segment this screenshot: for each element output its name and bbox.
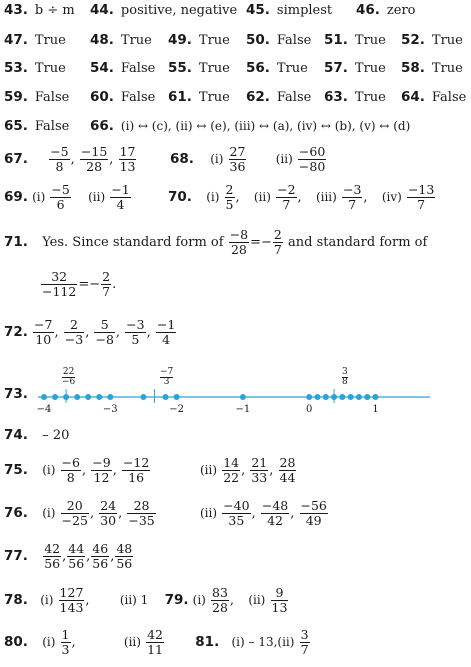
answer-text: True (431, 33, 463, 48)
answer-text: True (354, 33, 386, 48)
question-number: 48. (90, 32, 114, 48)
answer-text: True (34, 61, 66, 76)
answer-text: False (120, 90, 156, 105)
fraction: $\frac{20}{-25}$ (61, 498, 88, 528)
question-number: 81. (195, 634, 220, 650)
question-number: 58. (401, 60, 425, 76)
question-number: 61. (168, 89, 192, 105)
number-line-dot (240, 394, 246, 400)
number-line-dot (306, 394, 312, 400)
answer-text: and standard form of (288, 235, 428, 250)
part-label: (i) (40, 593, 54, 607)
question-number: 49. (168, 32, 192, 48)
question-number: 50. (246, 32, 270, 48)
question-number: 43. (4, 2, 28, 18)
part-label: (i) (192, 593, 206, 607)
answer-text: (i) ↔ (c), (ii) ↔ (e), (iii) ↔ (a), (iv) ↔ (b), (v) ↔ (d) (120, 119, 411, 133)
answer-item (4, 32, 66, 48)
question-number: 47. (4, 32, 28, 48)
question-number: 44. (90, 2, 114, 18)
question-number: 59. (4, 89, 28, 105)
fraction: $\frac{-40}{35}$ (223, 498, 250, 528)
number-line-dot (174, 394, 180, 400)
answer-item (246, 60, 308, 76)
fraction: $\frac{-5}{6}$ (51, 182, 70, 212)
fraction-list: $\frac{14}{22}$ , $\frac{21}{33}$ , $\frac{28}{44}$ (223, 455, 296, 485)
part-label: (i) (42, 635, 56, 649)
question-number: 52. (401, 32, 425, 48)
fraction-label-3-over-8: $\frac{3}{8}$ (342, 367, 348, 387)
fraction: $\frac{17}{13}$ (119, 144, 136, 174)
fraction: $\frac{-9}{12}$ (92, 455, 111, 485)
fraction: $\frac{-13}{7}$ (407, 182, 435, 212)
answer-item (356, 2, 416, 18)
fraction: $\frac{2}{-3}$ (64, 317, 84, 347)
number-line (0, 385, 471, 415)
answer-item (324, 89, 386, 105)
fraction: $\frac{5}{-8}$ (95, 317, 114, 347)
answer-text: True (120, 33, 152, 48)
fraction: $\frac{27}{36}$ (229, 144, 246, 174)
number-line-dot (364, 394, 370, 400)
answer-75 (4, 456, 151, 485)
answer-item (168, 60, 230, 76)
question-number: 77. (4, 548, 28, 564)
number-line-tick-label: 1 (372, 404, 379, 415)
period: . (112, 277, 117, 292)
fraction: $\frac{-3}{5}$ (126, 317, 145, 347)
part-label: (ii) (123, 635, 141, 649)
question-number: 73. (4, 386, 28, 402)
answer-text: True (198, 61, 230, 76)
answer-item (168, 89, 230, 105)
equals-sign: =− (78, 277, 101, 292)
fraction: $\frac{83}{28}$ (212, 585, 228, 615)
part-label: (i) (32, 190, 46, 204)
question-number: 76. (4, 505, 28, 521)
question-number: 60. (90, 89, 114, 105)
number-line-dot (356, 394, 362, 400)
fraction: $\frac{9}{13}$ (271, 585, 288, 615)
fraction: $\frac{127}{143}$ (59, 585, 84, 615)
question-number: 54. (90, 60, 114, 76)
question-number: 72. (4, 324, 28, 340)
answer-item (4, 118, 69, 134)
fraction: $\frac{32}{-112}$ (42, 269, 77, 299)
fraction-label-22-over-neg6: $\frac{22}{-6}$ (62, 367, 76, 387)
fraction: $\frac{-8}{28}$ (229, 227, 249, 257)
fraction: $\frac{-3}{7}$ (342, 182, 362, 212)
question-number: 67. (4, 151, 28, 167)
answer-text: False (431, 90, 467, 105)
answer-80: 80. (i) $\frac{1}{3}$ , (ii) $\frac{42}{11}$ 81. (i) – 13,(ii) $\frac{3}{7}$ (4, 627, 309, 657)
number-line-dot (74, 394, 80, 400)
question-number: 80. (4, 634, 28, 650)
part-label: (ii) (200, 463, 218, 477)
fraction-list: $\frac{-7}{10}$ , $\frac{2}{-3}$ , $\frac{5}{-8}$ , $\frac{-3}{5}$ , $\frac{-1}{4}$ (34, 317, 176, 347)
number-line-dot (339, 394, 345, 400)
fraction: $\frac{3}{7}$ (300, 627, 309, 657)
answer-item (4, 60, 66, 76)
answer-text: Yes. Since standard form of (42, 235, 224, 250)
part-label: (ii) (275, 152, 293, 166)
answer-item (324, 60, 386, 76)
number-line-dot (85, 394, 91, 400)
number-line-dot (373, 394, 379, 400)
fraction: $\frac{48}{56}$ (116, 541, 133, 571)
number-line-dot (163, 394, 169, 400)
answer-item (90, 60, 155, 76)
answer-text: b ÷ m (34, 3, 75, 18)
answer-text: True (198, 33, 230, 48)
fraction: $\frac{-1}{4}$ (156, 317, 176, 347)
question-number: 56. (246, 60, 270, 76)
answer-77 (4, 542, 134, 571)
part-label: (i) (42, 506, 56, 520)
question-number: 51. (324, 32, 348, 48)
answer-item (168, 32, 230, 48)
question-number: 69. (4, 189, 28, 205)
answer-69 (4, 183, 132, 212)
question-number: 66. (90, 118, 114, 134)
answer-text: True (34, 33, 66, 48)
question-number: 70. (168, 189, 192, 205)
fraction: $\frac{46}{56}$ (92, 541, 109, 571)
question-number: 78. (4, 592, 28, 608)
fraction: $\frac{28}{44}$ (279, 455, 296, 485)
answer-76 (4, 499, 157, 528)
part-label: (i) (42, 463, 56, 477)
part-label: (ii) 1 (119, 593, 149, 607)
answer-text: simplest (276, 3, 333, 18)
answer-71 (4, 228, 427, 257)
answer-item (4, 2, 75, 18)
fraction: $\frac{2}{7}$ (273, 227, 282, 257)
answer-68 (170, 145, 327, 174)
answer-text: – 20 (42, 428, 70, 443)
answer-text: False (276, 90, 312, 105)
question-number: 63. (324, 89, 348, 105)
fraction: $\frac{-60}{-80}$ (298, 144, 326, 174)
question-number: 53. (4, 60, 28, 76)
answer-text: (i) – 13,(ii) (231, 635, 295, 649)
part-label: (ii) (200, 506, 218, 520)
number-line-tick-label: −2 (169, 404, 184, 415)
answer-item (401, 89, 466, 105)
answer-text: False (34, 119, 70, 134)
question-number: 74. (4, 427, 28, 443)
question-number: 68. (170, 151, 194, 167)
fraction: $\frac{-56}{49}$ (300, 498, 327, 528)
fraction: $\frac{-6}{8}$ (61, 455, 80, 485)
question-number: 71. (4, 234, 28, 250)
fraction-list: $\frac{-40}{35}$ , $\frac{-48}{42}$ , $\frac{-56}{49}$ (223, 498, 327, 528)
fraction: $\frac{2}{7}$ (102, 269, 111, 299)
fraction: $\frac{14}{22}$ (223, 455, 240, 485)
answer-text: False (120, 61, 156, 76)
question-number: 55. (168, 60, 192, 76)
fraction: $\frac{-1}{4}$ (111, 182, 130, 212)
fraction: $\frac{21}{33}$ (251, 455, 268, 485)
answer-text: False (276, 33, 312, 48)
answer-67: 67. $\frac{-5}{8}$ , $\frac{-15}{28}$ , $\frac{17}{13}$ (4, 144, 136, 174)
answer-item (90, 89, 155, 105)
part-label: (ii) (248, 593, 266, 607)
question-number: 62. (246, 89, 270, 105)
answer-78: 78. (i) $\frac{127}{143}$ , (ii) 1 79. (i) $\frac{83}{28}$ , (ii) $\frac{9}{13}$ (4, 585, 288, 615)
fraction: $\frac{1}{3}$ (61, 627, 70, 657)
number-line-tick-label: −1 (235, 404, 251, 415)
answer-item (246, 32, 311, 48)
number-line-dot (314, 394, 320, 400)
fraction: $\frac{-7}{10}$ (34, 317, 53, 347)
answer-text: True (431, 61, 463, 76)
answer-text: True (276, 61, 308, 76)
fraction: $\frac{42}{56}$ (44, 541, 61, 571)
answer-text: True (354, 61, 386, 76)
answer-71-cont (40, 270, 116, 299)
answer-item (90, 2, 237, 18)
fraction: $\frac{-2}{7}$ (277, 182, 296, 212)
answer-72 (4, 318, 177, 347)
question-number: 79. (164, 592, 189, 608)
question-number: 57. (324, 60, 348, 76)
fraction-label-neg7-over-3: $\frac{-7}{3}$ (160, 367, 174, 387)
fraction-list: $\frac{20}{-25}$ , $\frac{24}{30}$ , $\frac{28}{-35}$ (61, 498, 155, 528)
part-label: (ii) (253, 190, 271, 204)
question-number: 46. (356, 2, 380, 18)
question-number: 75. (4, 462, 28, 478)
number-line-dot (107, 394, 113, 400)
fraction: $\frac{2}{5}$ (225, 182, 234, 212)
answer-text: True (198, 90, 230, 105)
answer-item (401, 60, 463, 76)
number-line-dot (140, 394, 146, 400)
number-line-dot (52, 394, 58, 400)
answer-item (246, 89, 311, 105)
answer-item (246, 2, 332, 18)
answer-text: zero (386, 3, 416, 18)
number-line-dot (41, 394, 47, 400)
number-line-tick-label: 0 (306, 404, 313, 415)
equals-sign: =− (250, 235, 272, 250)
fraction: $\frac{44}{56}$ (68, 541, 85, 571)
answer-70: 70. (i) $\frac{2}{5}$ , (ii) $\frac{-2}{7}$ , (iii) $\frac{-3}{7}$ , (iv) $\frac{-13}{7}$ (168, 182, 435, 212)
fraction: $\frac{42}{11}$ (147, 627, 163, 657)
number-line-tick-label: −4 (36, 404, 52, 415)
number-line-dot (323, 394, 329, 400)
answer-text: False (34, 90, 70, 105)
part-label: (i) (206, 190, 220, 204)
fraction: $\frac{-5}{8}$ (50, 144, 69, 174)
answer-item (90, 118, 410, 134)
answer-75-ii (200, 456, 297, 485)
part-label: (iv) (381, 190, 402, 204)
question-number: 65. (4, 118, 28, 134)
answer-text: positive, negative (120, 3, 238, 18)
fraction-list: $\frac{-6}{8}$ , $\frac{-9}{12}$ , $\frac{-12}{16}$ (61, 455, 150, 485)
answer-item (401, 32, 463, 48)
answer-text: True (354, 90, 386, 105)
answer-item (90, 32, 152, 48)
number-line-tick-label: −3 (102, 404, 118, 415)
fraction-list: $\frac{42}{56}$ , $\frac{44}{56}$ , $\frac{46}{56}$ , $\frac{48}{56}$ (44, 541, 133, 571)
answer-76-ii (200, 499, 329, 528)
fraction: $\frac{28}{-35}$ (128, 498, 155, 528)
answer-item (4, 89, 69, 105)
part-label: (ii) (88, 190, 106, 204)
answer-item (324, 32, 386, 48)
number-line-dot (348, 394, 354, 400)
fraction: $\frac{-12}{16}$ (122, 455, 150, 485)
answer-74 (4, 427, 69, 443)
fraction: $\frac{24}{30}$ (100, 498, 117, 528)
part-label: (i) (210, 152, 224, 166)
part-label: (iii) (315, 190, 337, 204)
fraction: $\frac{-15}{28}$ (80, 144, 108, 174)
question-number: 64. (401, 89, 425, 105)
number-line-dot (96, 394, 102, 400)
fraction: $\frac{-48}{42}$ (261, 498, 289, 528)
question-number: 45. (246, 2, 270, 18)
